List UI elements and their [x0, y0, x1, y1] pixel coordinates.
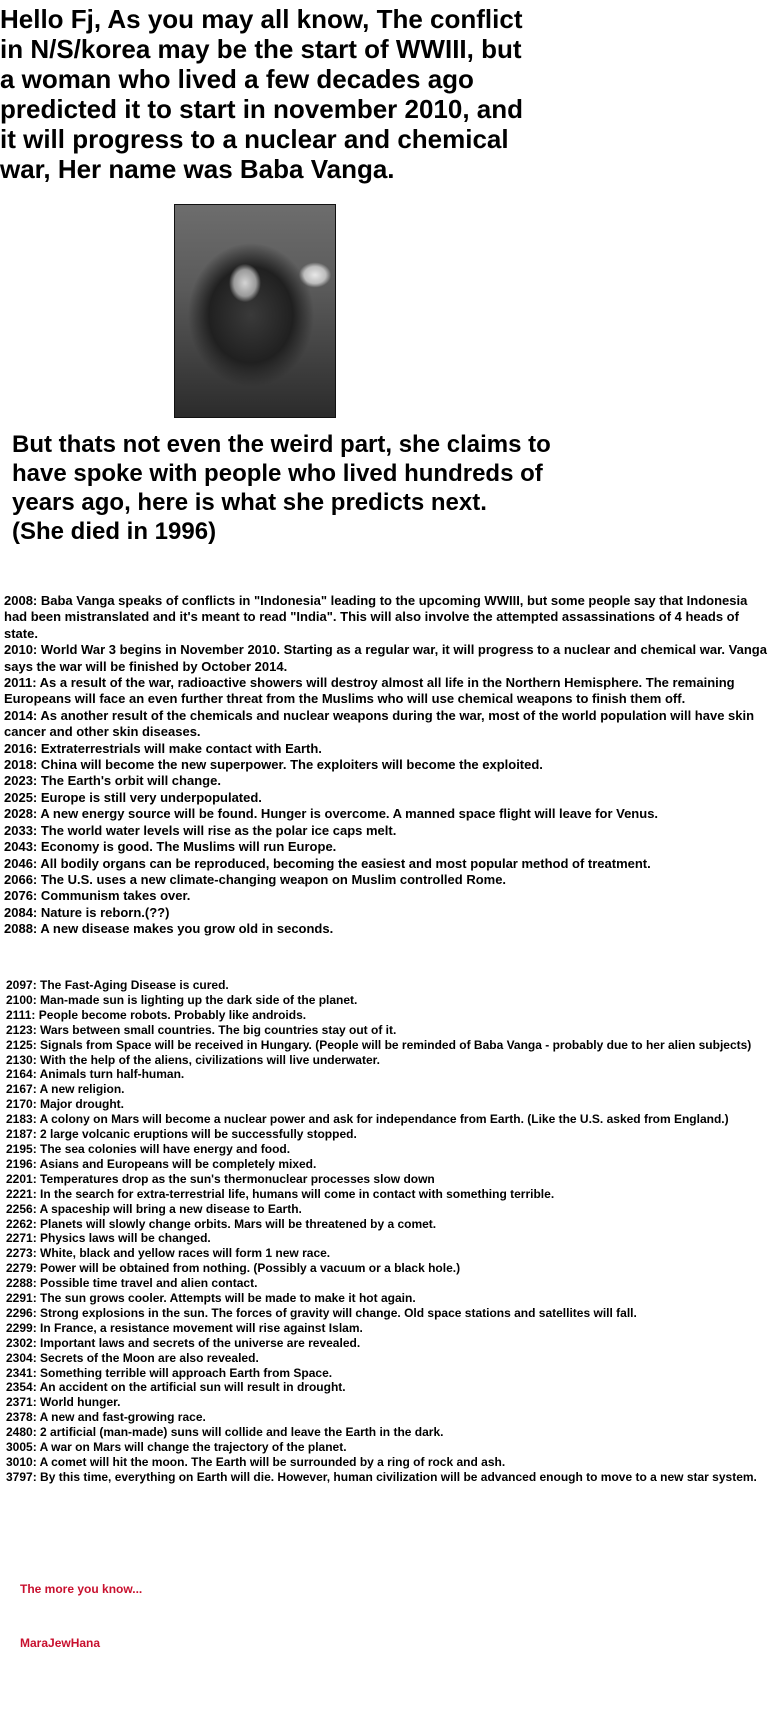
prediction-item: 2066: The U.S. uses a new climate-changing weapon on Muslim controlled Rome. [4, 871, 507, 887]
prediction-item: 2076: Communism takes over. [4, 888, 191, 904]
prediction-item: 2480: 2 artificial (man-made) suns will collide and leave the Earth in the dark. [6, 1425, 444, 1440]
prediction-item: 2010: World War 3 begins in November 2010. Starting as a regular war, it will progress to a nuclear and chemical war. Vanga says the war will be finished by October 2014. [4, 642, 767, 674]
prediction-item: 2256: A spaceship will bring a new disease to Earth. [6, 1201, 302, 1216]
mid-line-1: But thats not even the weird part, she claims to have spoke with people who lived hundreds of years ago, here is what she predicts next. [12, 431, 551, 516]
predictions-list-early [4, 593, 774, 938]
prediction-item: 2299: In France, a resistance movement will rise against Islam. [6, 1320, 363, 1335]
prediction-item: 2201: Temperatures drop as the sun's thermonuclear processes slow down [6, 1171, 435, 1186]
prediction-item: 2111: People become robots. Probably like androids. [6, 1007, 307, 1022]
mid-line-2: (She died in 1996) [12, 518, 217, 545]
prediction-item: 2088: A new disease makes you grow old in seconds. [4, 921, 334, 937]
prediction-item: 2011: As a result of the war, radioactive showers will destroy almost all life in the Northern Hemisphere. The remaining Europeans will face an even further threat from the Muslims who will use chemical weapons to finish them off. [4, 675, 735, 707]
prediction-item: 2043: Economy is good. The Muslims will run Europe. [4, 839, 337, 855]
prediction-item: 3797: By this time, everything on Earth will die. However, human civilization will be advanced enough to move to a new star system. [6, 1469, 757, 1484]
prediction-item: 2296: Strong explosions in the sun. The forces of gravity will change. Old space stations and satellites will fall. [6, 1305, 637, 1320]
prediction-item: 2273: White, black and yellow races will form 1 new race. [6, 1246, 331, 1261]
prediction-item: 2033: The world water levels will rise as the polar ice caps melt. [4, 822, 397, 838]
prediction-item: 2167: A new religion. [6, 1082, 125, 1097]
prediction-item: 2183: A colony on Mars will become a nuclear power and ask for independance from Earth. (Like the U.S. asked from England.) [6, 1112, 729, 1127]
prediction-item: 2100: Man-made sun is lighting up the dark side of the planet. [6, 992, 358, 1007]
prediction-item: 2378: A new and fast-growing race. [6, 1410, 206, 1425]
intro-paragraph: Hello Fj, As you may all know, The conflict in N/S/korea may be the start of WWIII, but a woman who lived a few decades ago predicted it to start in november 2010, and it will progress to a nuclear and chemical war, Her name was Baba Vanga. [0, 4, 524, 184]
prediction-item: 2302: Important laws and secrets of the universe are revealed. [6, 1335, 361, 1350]
predictions-list-late [6, 978, 772, 1485]
prediction-item: 2195: The sea colonies will have energy and food. [6, 1141, 291, 1156]
prediction-item: 2125: Signals from Space will be received in Hungary. (People will be reminded of Baba Vanga - probably due to her alien subjects) [6, 1037, 752, 1052]
prediction-item: 2341: Something terrible will approach Earth from Space. [6, 1365, 333, 1380]
prediction-item: 2164: Animals turn half-human. [6, 1067, 185, 1082]
closing-text: The more you know... [20, 1582, 143, 1596]
prediction-item: 3010: A comet will hit the moon. The Earth will be surrounded by a ring of rock and ash. [6, 1455, 506, 1469]
mid-paragraph [12, 430, 572, 546]
prediction-item: 2018: China will become the new superpower. The exploiters will become the exploited. [4, 757, 543, 773]
prediction-item: 2014: As another result of the chemicals and nuclear weapons during the war, most of the world population will have skin cancer and other skin diseases. [4, 707, 755, 740]
prediction-item: 2130: With the help of the aliens, civilizations will live underwater. [6, 1052, 380, 1067]
prediction-item: 2288: Possible time travel and alien contact. [6, 1276, 258, 1291]
prediction-item: 2196: Asians and Europeans will be completely mixed. [6, 1156, 317, 1171]
prediction-item: 2170: Major drought. [6, 1097, 125, 1112]
prediction-item: 2046: All bodily organs can be reproduced, becoming the easiest and most popular method of treatment. [4, 855, 651, 871]
prediction-item: 2023: The Earth's orbit will change. [4, 773, 221, 789]
prediction-item: 2025: Europe is still very underpopulated. [4, 789, 262, 805]
prediction-item: 2221: In the search for extra-terrestrial life, humans will come in contact with something terrible. [6, 1186, 555, 1201]
prediction-item: 2262: Planets will slowly change orbits. Mars will be threatened by a comet. [6, 1216, 437, 1231]
prediction-item: 2123: Wars between small countries. The big countries stay out of it. [6, 1022, 397, 1037]
prediction-item: 2028: A new energy source will be found. Hunger is overcome. A manned space flight will leave for Venus. [4, 806, 659, 822]
prediction-item: 2291: The sun grows cooler. Attempts will be made to make it hot again. [6, 1291, 416, 1306]
prediction-item: 2084: Nature is reborn.(??) [4, 904, 170, 920]
prediction-item: 2371: World hunger. [6, 1395, 121, 1410]
prediction-item: 2271: Physics laws will be changed. [6, 1231, 211, 1246]
prediction-item: 2008: Baba Vanga speaks of conflicts in "Indonesia" leading to the upcoming WWIII, but some people say that Indonesia had been mistranslated and it's meant to read "India". This will also involve the attempted assassinations of 4 heads of state. [4, 593, 748, 641]
signature: MaraJewHana [20, 1636, 101, 1650]
prediction-item: 2354: An accident on the artificial sun will result in drought. [6, 1380, 346, 1395]
portrait-photo [174, 204, 336, 418]
prediction-item: 2304: Secrets of the Moon are also revealed. [6, 1350, 259, 1365]
prediction-item: 2279: Power will be obtained from nothing. (Possibly a vacuum or a black hole.) [6, 1261, 461, 1276]
prediction-item: 2016: Extraterrestrials will make contact with Earth. [4, 740, 322, 756]
prediction-item: 3005: A war on Mars will change the trajectory of the planet. [6, 1440, 347, 1455]
prediction-item: 2097: The Fast-Aging Disease is cured. [6, 978, 229, 992]
prediction-item: 2187: 2 large volcanic eruptions will be successfully stopped. [6, 1127, 357, 1142]
